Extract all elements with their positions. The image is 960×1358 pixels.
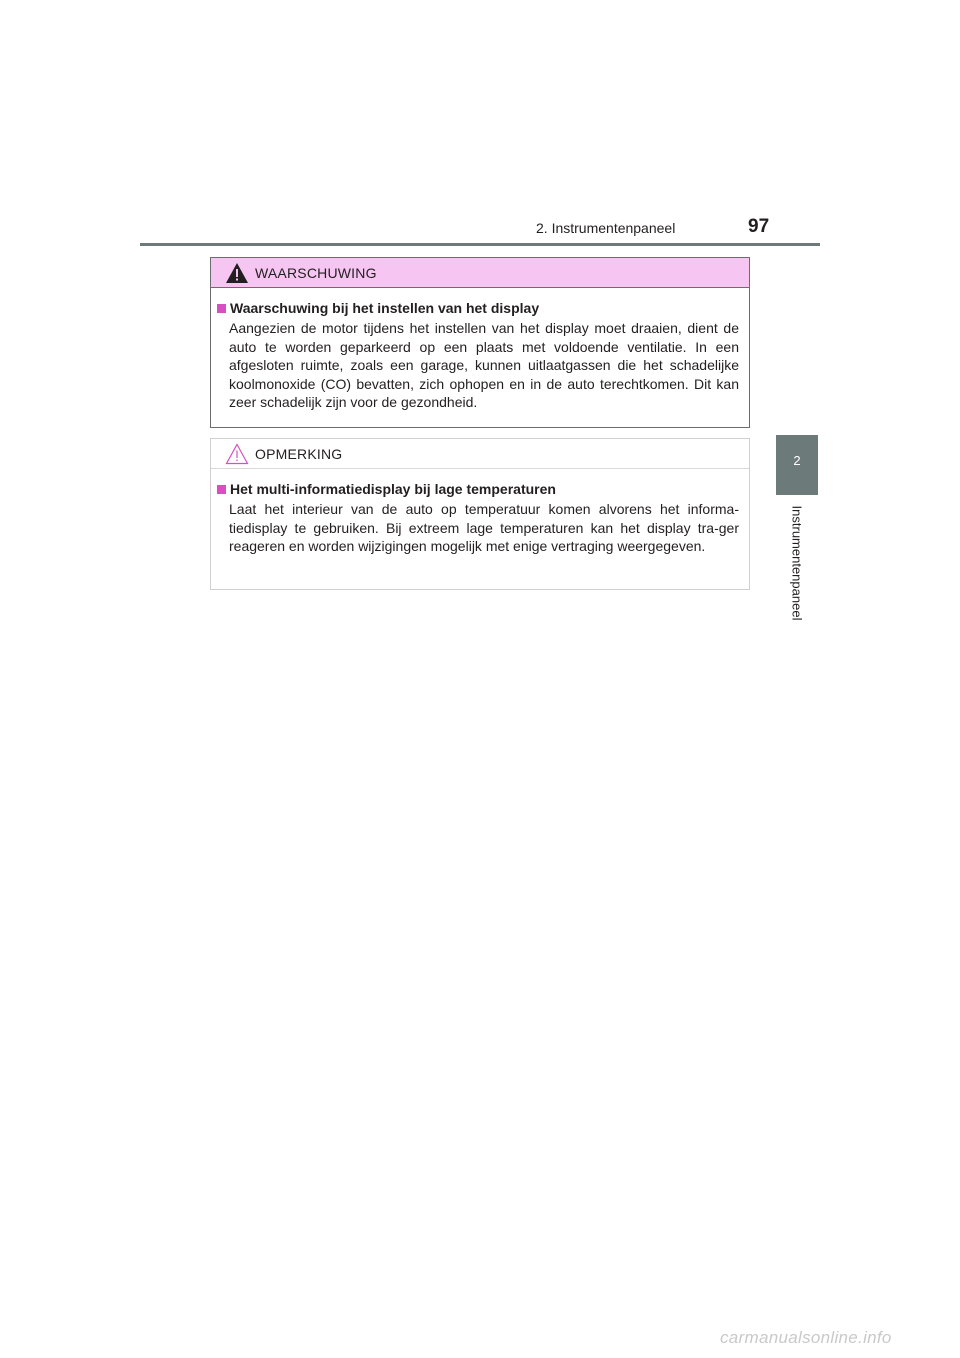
warning-item-title bbox=[217, 298, 739, 318]
note-item-title-text: Het multi-informatiedisplay bij lage temperaturen bbox=[230, 481, 556, 497]
warning-item-text: Aangezien de motor tijdens het instellen van het display moet draaien, dient de auto te worden geparkeerd op een plaats met voldoende ventilatie. In een afgesloten ruimte, zoals een garage, kunnen uitlaatgassen die het schadelijke koolmonoxide (CO) bevatten, zich ophopen en in de auto terechtkomen. Dit kan zeer schadelijk zijn voor de gezondheid. bbox=[229, 320, 739, 410]
note-label: OPMERKING bbox=[255, 446, 343, 462]
warning-box bbox=[210, 257, 750, 428]
square-bullet-icon bbox=[217, 485, 226, 494]
watermark: carmanualsonline.info bbox=[720, 1328, 892, 1347]
chapter-side-label: Instrumentenpaneel bbox=[789, 505, 805, 621]
square-bullet-icon bbox=[217, 304, 226, 313]
warning-body bbox=[211, 288, 749, 412]
warning-label: WAARSCHUWING bbox=[255, 265, 377, 281]
warning-item-title-text: Waarschuwing bij het instellen van het display bbox=[230, 300, 540, 316]
note-item-title bbox=[217, 479, 739, 499]
note-body bbox=[211, 469, 749, 556]
header-section-title: 2. Instrumentenpaneel bbox=[536, 220, 676, 236]
header-rule bbox=[140, 243, 820, 246]
page-number: 97 bbox=[748, 216, 770, 237]
chapter-tab[interactable]: 2 bbox=[776, 435, 818, 495]
note-box bbox=[210, 438, 750, 590]
warning-triangle-outline-icon bbox=[225, 443, 249, 465]
note-item-text: Laat het interieur van de auto op temperatuur komen alvorens het informa-tiedisplay te gebruiken. Bij extreem lage temperaturen kan het display tra-ger reageren en worden wijzigingen mogelijk met enige vertraging weergegeven. bbox=[229, 501, 739, 554]
warning-box-header bbox=[211, 258, 749, 288]
note-box-header bbox=[211, 439, 749, 469]
warning-triangle-filled-icon bbox=[225, 262, 249, 284]
